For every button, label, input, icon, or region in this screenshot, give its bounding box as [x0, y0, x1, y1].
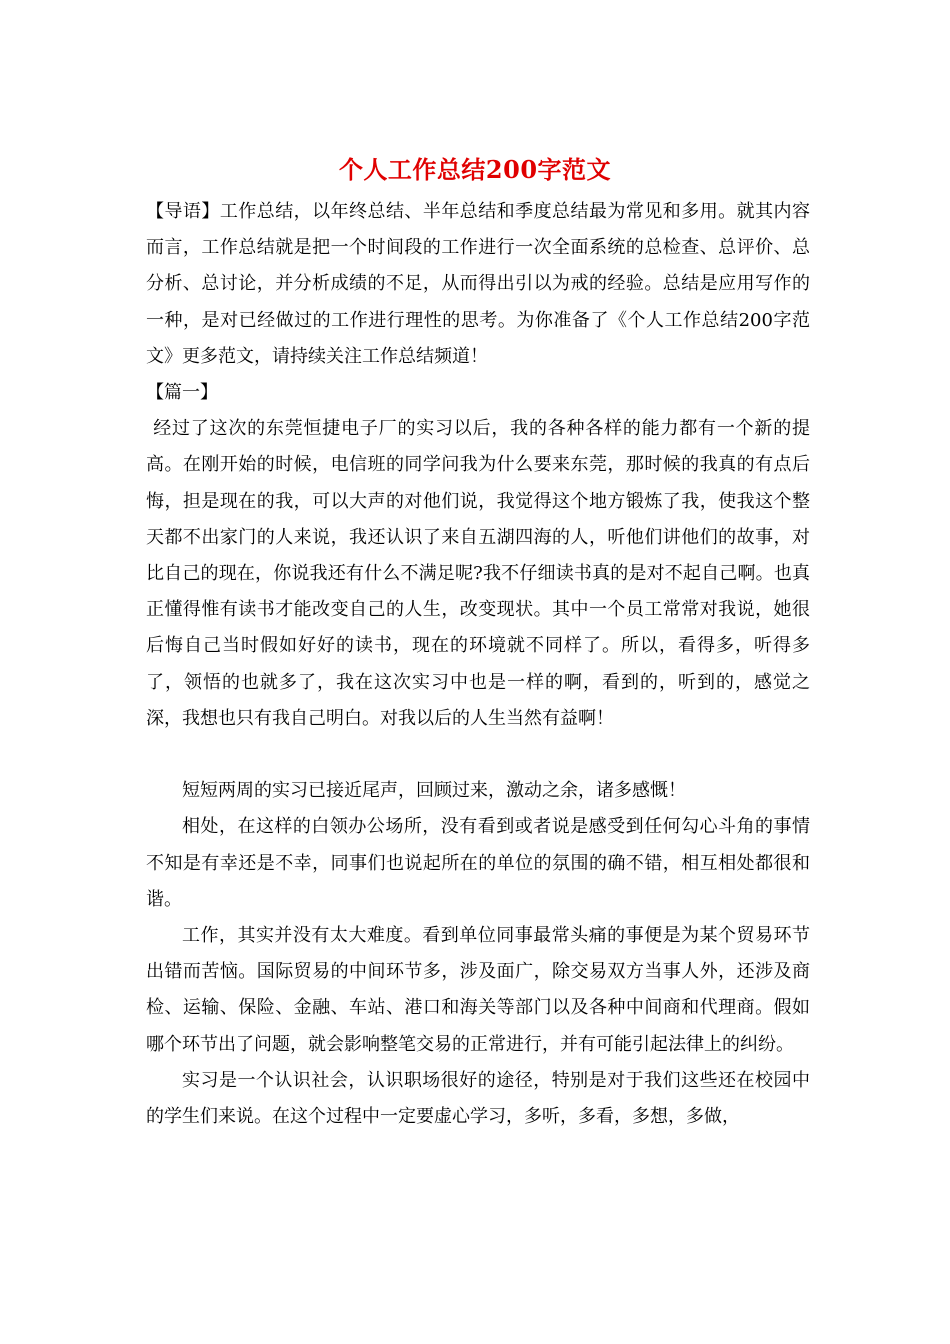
document-title: 个人工作总结200字范文 [338, 155, 612, 184]
body-paragraph-3: 相处，在这样的白领办公场所，没有看到或者说是感受到任何勾心斗角的事情不知是有幸还是不幸，同事们也说起所在的单位的氛围的确不错，相互相处都很和谐。 [146, 816, 810, 910]
section-label: 【篇一】 [146, 382, 218, 404]
intro-paragraph: 【导语】工作总结，以年终总结、半年总结和季度总结最为常见和多用。就其内容而言，工作总结就是把一个时间段的工作进行一次全面系统的总检查、总评价、总分析、总讨论，并分析成绩的不足，从而得出引以为戒的经验。总结是应用写作的一种，是对已经做过的工作进行理性的思考。为你准备了《个人工作总结200字范文》更多范文，请持续关注工作总结频道！ [146, 201, 810, 367]
body-paragraph-1: 经过了这次的东莞恒捷电子厂的实习以后，我的各种各样的能力都有一个新的提高。在刚开始的时候，电信班的同学问我为什么要来东莞，那时候的我真的有点后悔，担是现在的我，可以大声的对他们说，我觉得这个地方锻炼了我，使我这个整天都不出家门的人来说，我还认识了来自五湖四海的人，听他们讲他们的故事，对比自己的现在，你说我还有什么不满足呢?我不仔细读书真的是对不起自己啊。也真正懂得惟有读书才能改变自己的人生，改变现状。其中一个员工常常对我说，她很后悔自己当时假如好好的读书，现在的环境就不同样了。所以，看得多，听得多了，领悟的也就多了，我在这次实习中也是一样的啊，看到的，听到的，感觉之深，我想也只有我自己明白。对我以后的人生当然有益啊！ [146, 418, 810, 729]
blank-line [146, 737, 810, 773]
body-paragraph-5: 实习是一个认识社会，认识职场很好的途径，特别是对于我们这些还在校园中的学生们来说。在这个过程中一定要虚心学习，多听，多看，多想，多做， [146, 1069, 810, 1128]
body-paragraph-4: 工作，其实并没有太大难度。看到单位同事最常头痛的事便是为某个贸易环节出错而苦恼。国际贸易的中间环节多，涉及面广，除交易双方当事人外，还涉及商检、运输、保险、金融、车站、港口和海关等部门以及各种中间商和代理商。假如哪个环节出了问题，就会影响整笔交易的正常进行，并有可能引起法律上的纠纷。 [146, 925, 810, 1055]
document-body [146, 194, 810, 1135]
body-paragraph-2: 短短两周的实习已接近尾声，回顾过来，激动之余，诸多感慨！ [182, 780, 686, 802]
